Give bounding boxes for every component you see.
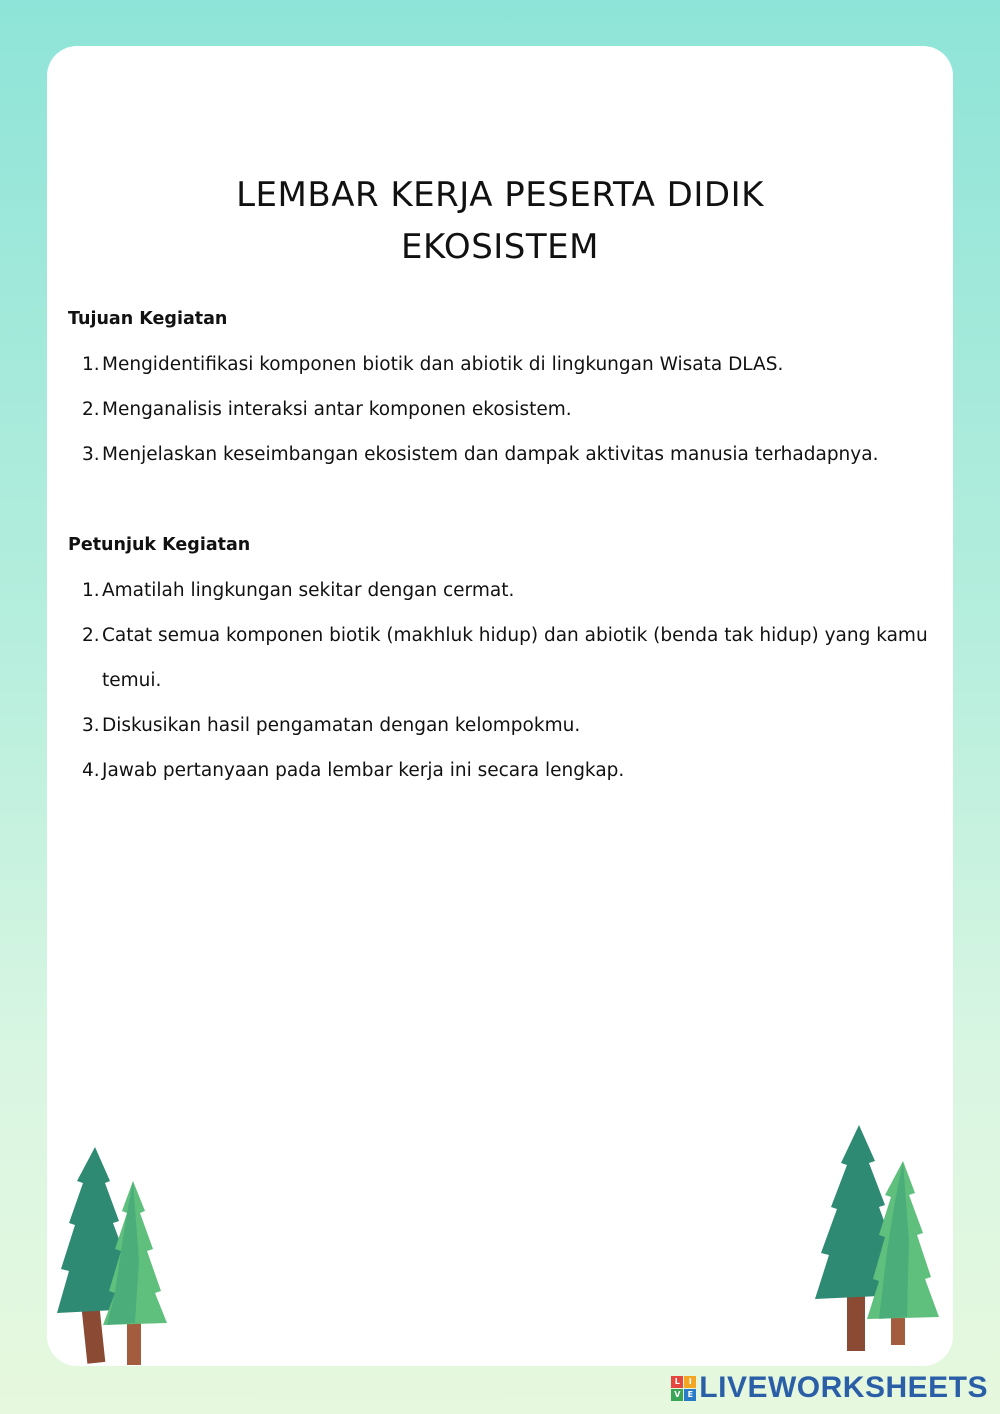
list-item: 4. Jawab pertanyaan pada lembar kerja ini secara lengkap. (82, 760, 625, 781)
list-item: 2. Catat semua komponen biotik (makhluk hidup) dan abiotik (benda tak hidup) yang kamu temui. (82, 625, 928, 691)
tujuan-list (68, 342, 968, 477)
list-item: 1. Mengidentifikasi komponen biotik dan abiotik di lingkungan Wisata DLAS. (82, 354, 784, 375)
petunjuk-section (68, 532, 968, 793)
liveworksheets-watermark[interactable] (671, 1371, 988, 1404)
tujuan-heading: Tujuan Kegiatan (68, 309, 228, 329)
liveworksheets-logo-icon: L I V E (671, 1376, 696, 1401)
list-item: 3. Menjelaskan keseimbangan ekosistem dan dampak aktivitas manusia terhadapnya. (82, 444, 879, 465)
list-item: 1. Amatilah lingkungan sekitar dengan cermat. (82, 580, 515, 601)
tree-left-icon (47, 1141, 187, 1371)
title-line-2: EKOSISTEM (401, 226, 599, 267)
page-title (47, 169, 953, 273)
watermark-text: LIVEWORKSHEETS (699, 1371, 988, 1404)
tujuan-section (68, 306, 968, 477)
list-item: 3. Diskusikan hasil pengamatan dengan kelompokmu. (82, 715, 581, 736)
title-line-1: LEMBAR KERJA PESERTA DIDIK (236, 174, 764, 215)
list-item: 2. Menganalisis interaksi antar komponen ekosistem. (82, 399, 572, 420)
tree-right-icon (809, 1121, 949, 1371)
petunjuk-list (68, 568, 968, 793)
petunjuk-heading: Petunjuk Kegiatan (68, 535, 251, 555)
